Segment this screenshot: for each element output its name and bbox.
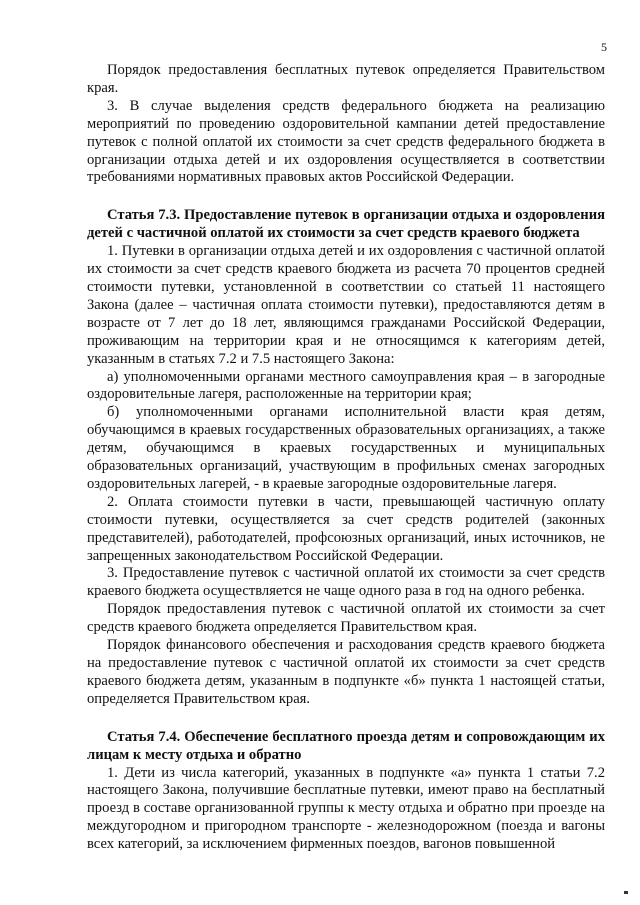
paragraph: 1. Путевки в организации отдыха детей и их оздоровления с частичной оплатой их стоимости за счет средств краевого бюджета из расчета 70 процентов средней стоимости путевки, установленной в соответствии со статьей 11 настоящего Закона (далее – частичная оплата стоимости путевки), предоставляются детям в возрасте от 7 лет до 18 лет, являющимся гражданами Российской Федерации, проживающим на территории края и не относящимся к категориям детей, указанным в статьях 7.2 и 7.5 настоящего Закона: bbox=[87, 243, 605, 367]
paragraph: 3. Предоставление путевок с частичной оплатой их стоимости за счет средств краевого бюджета осуществляется не чаще одного раза в год на одного ребенка. bbox=[87, 565, 605, 600]
document-body bbox=[87, 62, 605, 854]
paragraph: 1. Дети из числа категорий, указанных в подпункте «а» пункта 1 статьи 7.2 настоящего Закона, получившие бесплатные путевки, имеют право на бесплатный проезд в составе организованной группы к месту отдыха и обратно при проезде на междугородном и пригородном транспорте - железнодорожном (поезда и вагоны всех категорий, за исключением фирменных поездов, вагонов повышенной bbox=[87, 764, 605, 853]
paragraph: 2. Оплата стоимости путевки в части, превышающей частичную оплату стоимости путевки, осуществляется за счет средств родителей (законных представителей), работодателей, профсоюзных организаций, иных источников, не запрещенных законодательством Российской Федерации. bbox=[87, 493, 605, 564]
scan-mark bbox=[624, 891, 628, 894]
paragraph: 3. В случае выделения средств федерального бюджета на реализацию мероприятий по проведению оздоровительной кампании детей предоставление путевок с полной оплатой их стоимости за счет средств федерального бюджета в организации отдыха детей и их оздоровления осуществляется в соответствии требованиями нормативных правовых актов Российской Федерации. bbox=[87, 97, 605, 186]
article-heading: Статья 7.3. Предоставление путевок в организации отдыха и оздоровления детей с частичной оплатой их стоимости за счет средств краевого бюджета bbox=[87, 207, 605, 242]
paragraph: а) уполномоченными органами местного самоуправления края – в загородные оздоровительные лагеря, расположенные на территории края; bbox=[87, 368, 605, 403]
paragraph: Порядок предоставления бесплатных путевок определяется Правительством края. bbox=[87, 62, 605, 96]
page-number: 5 bbox=[601, 40, 607, 54]
article-heading: Статья 7.4. Обеспечение бесплатного проезда детям и сопровождающим их лицам к месту отдыха и обратно bbox=[87, 728, 605, 763]
paragraph: б) уполномоченными органами исполнительной власти края детям, обучающимся в краевых государственных образовательных организациях, а также детям, обучающимся в краевых государственных и муниципальных образовательных организаций, участвующим в профильных сменах загородных оздоровительных лагерей, - в краевые загородные оздоровительные лагеря. bbox=[87, 404, 605, 492]
paragraph: Порядок предоставления путевок с частичной оплатой их стоимости за счет средств краевого бюджета определяется Правительством края. bbox=[87, 601, 605, 636]
paragraph: Порядок финансового обеспечения и расходования средств краевого бюджета на предоставление путевок с частичной оплатой их стоимости за счет средств краевого бюджета детям, указанным в подпункте «б» пункта 1 настоящей статьи, определяется Правительством края. bbox=[87, 637, 605, 707]
